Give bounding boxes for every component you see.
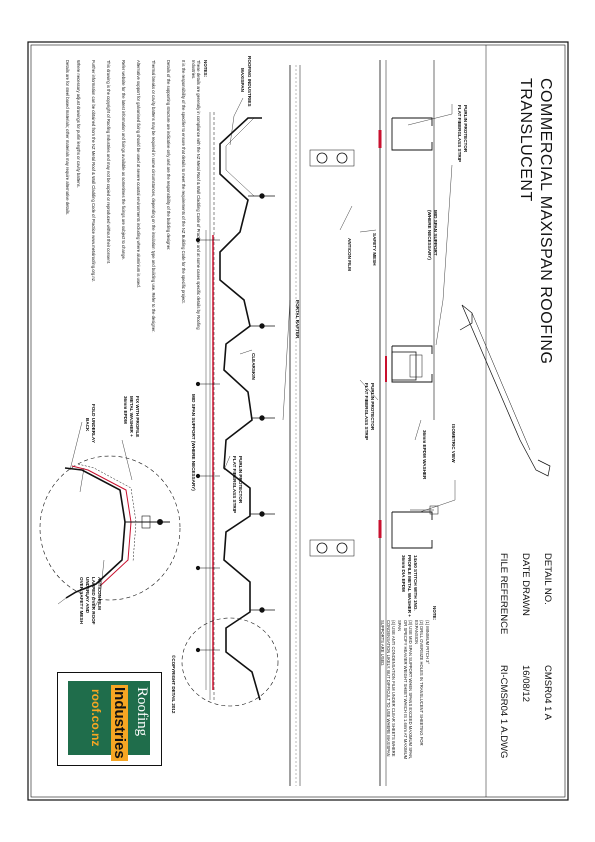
logo-word-1: Roofing bbox=[134, 687, 150, 737]
fix-with-label-2: METAL WASHER + bbox=[129, 396, 134, 437]
logo-word-3: roof.co.nz bbox=[89, 689, 103, 747]
clearskin-label: CLEARSKIN bbox=[251, 353, 256, 380]
notes-right-item-3: (3) USE MID SPAN SUPPORT WHEN SPANS EXCEED MAXIMUM SPAN, OR SPECIFY HEAVIER WEIGHT SHEET WHICH IS 1.6mm AT MAXIMUM SPAN bbox=[397, 620, 413, 760]
notes-right-item-1: (1) MINIMUM PITCH 3° bbox=[425, 620, 430, 665]
purlin-protector-top-label-2: FLAT FIBERGLASS STRIP bbox=[457, 105, 462, 163]
anticon-low-label-4: OVER SAFETY MESH bbox=[79, 577, 84, 624]
date-drawn-label: DATE DRAWN bbox=[520, 553, 531, 616]
roofing-industries-label-2: MAXISPAN bbox=[240, 68, 245, 92]
anticon-low-label-2: LAPPED OVER ROOF bbox=[91, 577, 96, 625]
fold-underlay-label-2: BACK bbox=[85, 418, 90, 432]
mid-span-support-low-label: MID SPAN SUPPORT (WHERE NECESSARY) bbox=[191, 394, 196, 491]
notes-left-item-4: Thermal breaks or cavity battens may be required in some circumstances, depending on the insulation type and building use. Refer to the designer. bbox=[151, 60, 156, 333]
notes-left-item-3: Details of the supporting structure are indicative only and are the responsibility of the building designer. bbox=[166, 60, 171, 251]
safety-mesh-label: SAFETY MESH bbox=[372, 233, 377, 266]
detail-no-label: DETAIL NO. bbox=[542, 553, 553, 605]
enlarged-detail bbox=[58, 464, 170, 604]
notes-left-heading: NOTES: bbox=[203, 60, 208, 78]
title-line-1: COMMERCIAL MAXISPAN ROOFING bbox=[537, 78, 554, 365]
notes-left-item-9: Where necessary adjust drawings for purlin lengths or cavity battens. bbox=[76, 60, 81, 188]
file-reference-value: RI-CMSR04 1 A.DWG bbox=[498, 665, 509, 759]
mid-span-support-label-2: (WHERE NECESSARY) bbox=[427, 210, 432, 260]
detail-circle-a bbox=[182, 618, 278, 706]
date-drawn-value: 16/08/12 bbox=[520, 665, 531, 702]
screw-spec-label-3: 36mm DIA EPDM bbox=[401, 555, 406, 592]
purlin-protector-top-label-1: PURLIN PROTECTOR bbox=[463, 105, 468, 153]
notes-left-item-1: These details are generally in compliance with the NZ Metal Roof & Wall Cladding Code of Practice and at some cases specific details by Roofing Industries. bbox=[190, 60, 201, 330]
notes-left-item-8: Further information can be obtained from the NZ Metal Roof & Wall Cladding Code of Practice www.metalroofing.org.nz. bbox=[91, 60, 96, 283]
roofing-industries-label-1: ROOFING INDUSTRIES bbox=[247, 56, 252, 107]
copyright-text: ©COPYRIGHT DETAIL 2012 bbox=[171, 655, 176, 714]
purlin-protector-low-label-1: PURLIN PROTECTOR bbox=[238, 456, 243, 504]
title-line-2: TRANSLUCENT bbox=[517, 78, 534, 202]
purlin-protector-mid-label-2: FLAT FIBERGLASS STRIP bbox=[364, 383, 369, 441]
notes-right-heading: NOTE: bbox=[432, 606, 437, 620]
notes-left-item-5: Alternative support for galvanised fixing should be used at severe coastal environments including where aluminium is used. bbox=[136, 60, 141, 288]
upper-leaders bbox=[283, 104, 455, 512]
purlin-protector-mid-label-1: PURLIN PROTECTOR bbox=[370, 383, 375, 431]
isometric-view-label: ISOMETRIC VIEW bbox=[451, 424, 456, 463]
anticon-film-label: ANTICON FILM bbox=[347, 238, 352, 271]
notes-left-item-7: This drawing is the copyright of Roofing Industries and may not be copied or reproduced without their consent. bbox=[106, 60, 111, 265]
epdm-washer-label: 36mm EPDM WASHER bbox=[422, 430, 427, 480]
fix-with-label-3: 36mm EPDM bbox=[123, 396, 128, 424]
detail-circle-b bbox=[40, 456, 180, 600]
purlin-protector-low-label-2: FLAT FIBERGLASS STRIP bbox=[232, 456, 237, 514]
screw-spec-label-1: 14x50 STITCH WITH 1NO. bbox=[413, 555, 418, 611]
anticon-low-label-1: ANTICON FILM bbox=[97, 577, 102, 610]
mid-span-support-label-1: MID SPAN SUPPORT bbox=[433, 210, 438, 256]
notes-left-item-6: Refer website for the latest information and fixings available as sometimes the fixings are subject to change. bbox=[121, 60, 126, 260]
anticon-low-label-3: UNDERLAY AND bbox=[85, 577, 90, 614]
notes-left-item-10: Details are for steel based materials; other materials may require alternative details. bbox=[65, 60, 70, 216]
company-logo bbox=[57, 672, 162, 766]
logo-word-2: Industries bbox=[111, 687, 128, 759]
fold-underlay-label-1: FOLD UNDERLAY bbox=[91, 404, 96, 443]
notes-right-item-4: (4) USE ANTI CONDENSATION FILM UNDER CLEAR SHEETS WHERE CONDENSATION LIKELY. BUT DIFFICULT TO USE WHERE MAXISPAN SUPPORTS ARE USED. bbox=[380, 620, 396, 757]
detail-no-value: CMSR04 1 A bbox=[542, 665, 553, 720]
fix-with-label-1: FIX WITH PROFILE bbox=[135, 396, 140, 438]
notes-right-item-2: (2) DRILL OVERSIZE HOLES IN TRANSLUCENT SHEETING FOR EXPANSION bbox=[413, 620, 424, 746]
screw-spec-label-2: PROFILE METAL WASHER + bbox=[407, 555, 412, 617]
portal-rafter-label: PORTAL RAFTER bbox=[295, 300, 300, 339]
file-reference-label: FILE REFERENCE bbox=[498, 553, 509, 635]
notes-left-item-2: It is the responsibility of the specifier to ensure that details to meet the requirements of the NZ Building Code for the specific project. bbox=[181, 60, 186, 304]
cross-section-profile bbox=[196, 112, 275, 700]
